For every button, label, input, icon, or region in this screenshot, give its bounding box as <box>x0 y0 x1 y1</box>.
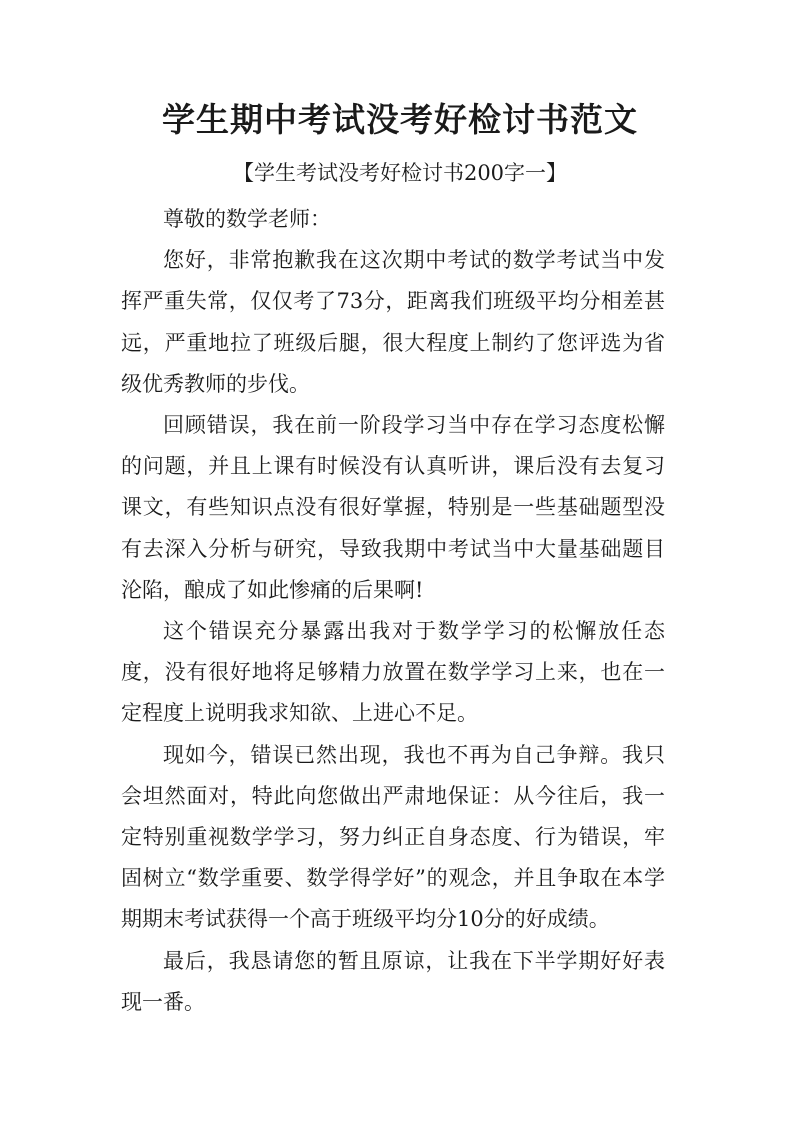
paragraph-promise: 现如今，错误已然出现，我也不再为自己争辩。我只会坦然面对，特此向您做出严肃地保证：从今往后，我一定特别重视数学学习，努力纠正自身态度、行为错误，牢固树立“数学重要、数学得学好”的观念，并且争取在本学期期末考试获得一个高于班级平均分10分的好成绩。 <box>121 742 665 932</box>
document-body <box>121 199 665 1023</box>
paragraph-greeting-apology: 您好，非常抱歉我在这次期中考试的数学考试当中发挥严重失常，仅仅考了73分，距离我们班级平均分相差甚远，严重地拉了班级后腿，很大程度上制约了您评选为省级优秀教师的步伐。 <box>121 248 665 396</box>
paragraph-closing: 最后，我恳请您的暂且原谅，让我在下半学期好好表现一番。 <box>121 948 665 1014</box>
paragraph-attitude: 这个错误充分暴露出我对于数学学习的松懈放任态度，没有很好地将足够精力放置在数学学习上来，也在一定程度上说明我求知欲、上进心不足。 <box>121 619 665 726</box>
document-title: 学生期中考试没考好检讨书范文 <box>162 100 638 139</box>
paragraph-review-mistakes: 回顾错误，我在前一阶段学习当中存在学习态度松懈的问题，并且上课有时候没有认真听讲，课后没有去复习课文，有些知识点没有很好掌握，特别是一些基础题型没有去深入分析与研究，导致我期中考试当中大量基础题目沦陷，酿成了如此惨痛的后果啊! <box>121 413 665 602</box>
salutation: 尊敬的数学老师： <box>163 207 331 231</box>
document-subtitle: 【学生考试没考好检讨书200字一】 <box>232 161 568 185</box>
